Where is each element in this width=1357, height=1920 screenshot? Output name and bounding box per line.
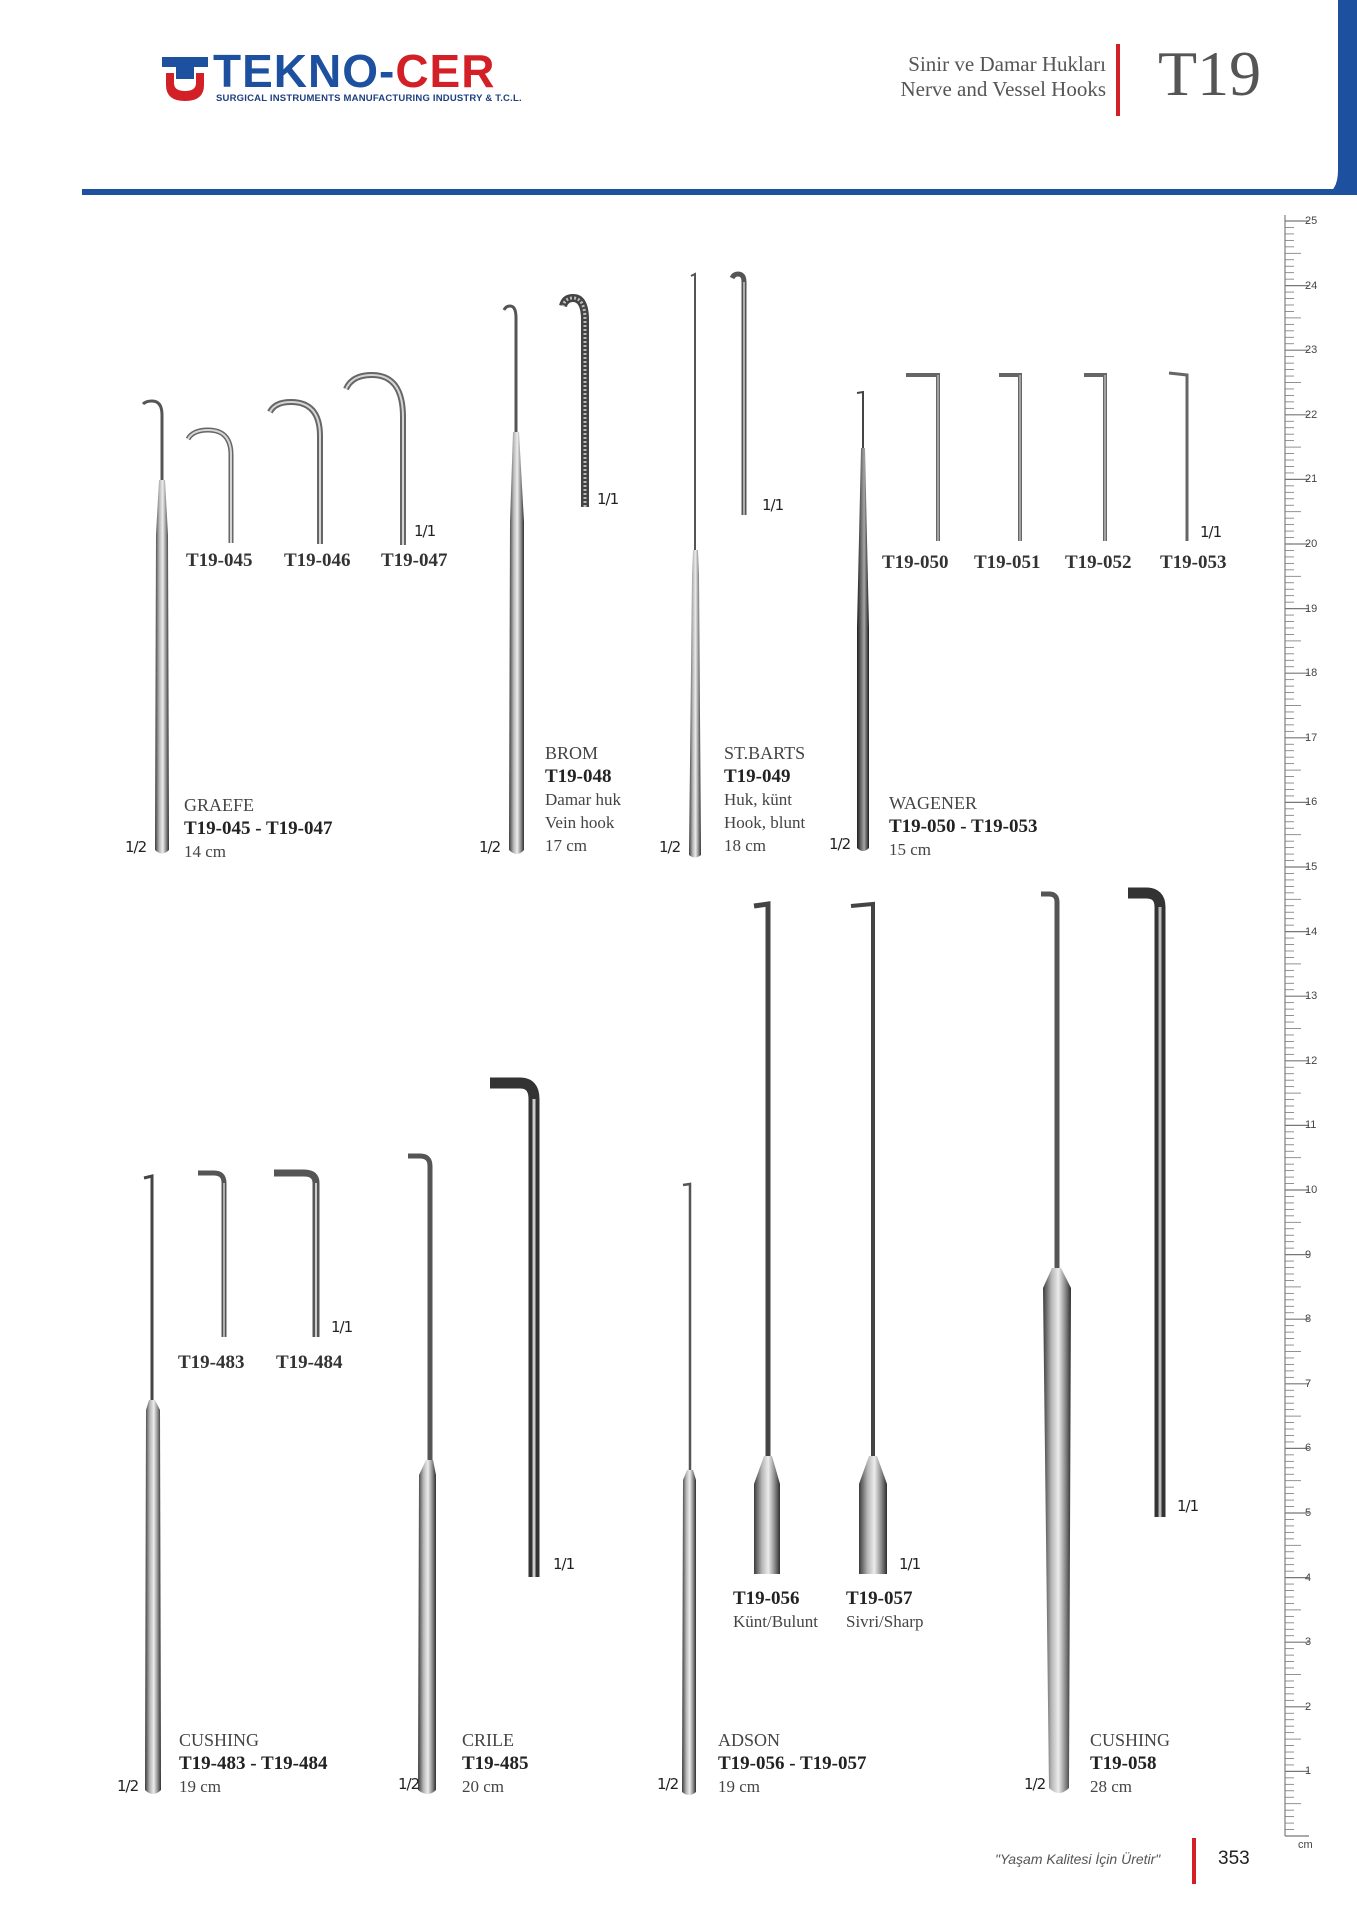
graefe-label <box>184 794 332 863</box>
stbarts-desc-tr: Huk, künt <box>724 790 792 809</box>
graefe-code: T19-045 - T19-047 <box>184 818 333 839</box>
ruler-number: 8 <box>1305 1313 1312 1326</box>
brom-scale-half: 1/2 <box>479 838 501 856</box>
wagener-code: T19-050 - T19-053 <box>889 816 1038 837</box>
ruler-number: 25 <box>1305 215 1318 227</box>
ruler-number: 22 <box>1305 408 1318 421</box>
page-number: 353 <box>1218 1848 1250 1869</box>
ruler-number: 18 <box>1305 667 1318 680</box>
stbarts-code: T19-049 <box>724 766 791 787</box>
brand-logo-icon <box>160 55 210 103</box>
adson-variant-desc-t19-057: Sivri/Sharp <box>846 1612 924 1631</box>
cushing-long-code: T19-058 <box>1090 1753 1157 1774</box>
footer-divider <box>1192 1838 1196 1884</box>
graefe-code-t19-046: T19-046 <box>284 550 351 571</box>
cushing-hook-half-scale-image <box>135 1170 170 1802</box>
ruler-number: 14 <box>1305 925 1318 938</box>
header-rule <box>82 189 1357 195</box>
cushing-long-scale-half: 1/2 <box>1024 1775 1046 1793</box>
crile-hook-full-scale-image <box>484 1075 544 1580</box>
ruler-number: 20 <box>1305 538 1318 550</box>
adson-name: ADSON <box>718 1730 781 1750</box>
cushing-name: CUSHING <box>179 1730 260 1750</box>
graefe-code-t19-045: T19-045 <box>186 550 253 571</box>
ruler-number: 23 <box>1305 344 1318 357</box>
cushing-code-t19-484: T19-484 <box>276 1352 343 1373</box>
crile-scale-full: 1/1 <box>553 1555 575 1573</box>
graefe-scale-half: 1/2 <box>125 838 147 856</box>
adson-hook-t19-057-image <box>845 896 895 1576</box>
ruler-number: 16 <box>1305 796 1318 809</box>
cushing-long-scale-full: 1/1 <box>1177 1497 1199 1515</box>
wagener-size: 15 cm <box>889 840 932 859</box>
stbarts-size: 18 cm <box>724 836 767 855</box>
adson-scale-half: 1/2 <box>657 1775 679 1793</box>
adson-variant-t19-057 <box>846 1587 923 1633</box>
stbarts-hook-full-scale-image <box>726 270 756 517</box>
ruler-number: 6 <box>1305 1442 1312 1455</box>
ruler-number: 2 <box>1305 1700 1312 1713</box>
wagener-name: WAGENER <box>889 793 977 813</box>
cushing-long-name: CUSHING <box>1090 1730 1171 1750</box>
graefe-hook-half-scale-image <box>140 395 180 860</box>
ruler-number: 3 <box>1305 1636 1312 1649</box>
ruler-number: 19 <box>1305 602 1318 615</box>
stbarts-name: ST.BARTS <box>724 743 806 763</box>
cushing-hook-t19-483-image <box>194 1167 234 1339</box>
crile-hook-half-scale-image <box>404 1150 444 1802</box>
cushing-scale-half: 1/2 <box>117 1777 139 1795</box>
brom-size: 17 cm <box>545 836 588 855</box>
adson-variant-desc-t19-056: Künt/Bulunt <box>733 1612 819 1631</box>
cushing-long-hook-half-scale-image <box>1035 888 1075 1802</box>
ruler-number: 24 <box>1305 279 1318 292</box>
ruler-number: 12 <box>1305 1054 1318 1067</box>
header-corner-tab <box>1322 0 1357 195</box>
adson-code: T19-056 - T19-057 <box>718 1753 867 1774</box>
stbarts-desc-en: Hook, blunt <box>724 813 806 832</box>
wagener-hook-t19-050-image <box>900 367 950 543</box>
brom-desc-en: Vein hook <box>545 813 615 832</box>
graefe-name: GRAEFE <box>184 795 255 815</box>
brom-name: BROM <box>545 743 599 763</box>
adson-label <box>718 1729 866 1798</box>
brand-subtitle: SURGICAL INSTRUMENTS MANUFACTURING INDUSTRY & T.C.L. <box>216 93 522 104</box>
catalog-code: T19 <box>1158 38 1262 109</box>
cushing-scale-full: 1/1 <box>331 1318 353 1336</box>
graefe-size: 14 cm <box>184 842 227 861</box>
crile-label <box>462 1729 529 1798</box>
adson-variant-code-t19-056: T19-056 <box>733 1588 800 1609</box>
wagener-code-t19-050: T19-050 <box>882 552 949 573</box>
wagener-hook-t19-052-image <box>1078 367 1118 543</box>
graefe-hook-t19-046-image <box>263 396 333 546</box>
wagener-code-t19-053: T19-053 <box>1160 552 1227 573</box>
ruler-number: 17 <box>1305 731 1318 744</box>
stbarts-hook-half-scale-image <box>682 270 712 862</box>
wagener-hook-t19-053-image <box>1163 367 1203 543</box>
ruler-number: 15 <box>1305 861 1318 873</box>
cushing-code-t19-483: T19-483 <box>178 1352 245 1373</box>
adson-hook-half-scale-image <box>674 1180 704 1802</box>
header-divider <box>1116 44 1120 116</box>
crile-scale-half: 1/2 <box>398 1775 420 1793</box>
crile-name: CRILE <box>462 1730 514 1750</box>
cushing-long-label <box>1090 1729 1170 1798</box>
adson-scale-full: 1/1 <box>899 1555 921 1573</box>
graefe-scale-full: 1/1 <box>414 522 436 540</box>
category-title-en: Nerve and Vessel Hooks <box>900 77 1106 101</box>
measurement-ruler <box>1283 215 1323 1837</box>
cushing-size: 19 cm <box>179 1777 222 1796</box>
cushing-label <box>179 1729 327 1798</box>
graefe-hook-t19-047-image <box>340 367 420 547</box>
wagener-scale-half: 1/2 <box>829 835 851 853</box>
adson-variant-t19-056 <box>733 1587 818 1633</box>
wagener-hook-half-scale-image <box>848 388 878 858</box>
adson-hook-t19-056-image <box>740 896 790 1576</box>
stbarts-label <box>724 742 805 857</box>
brom-code: T19-048 <box>545 766 612 787</box>
brom-scale-full: 1/1 <box>597 490 619 508</box>
brom-hook-full-scale-image <box>555 292 595 510</box>
brom-label <box>545 742 621 857</box>
ruler-number: 10 <box>1305 1184 1318 1196</box>
stbarts-scale-half: 1/2 <box>659 838 681 856</box>
brom-hook-half-scale-image <box>498 302 538 862</box>
ruler-number: 5 <box>1305 1507 1312 1519</box>
graefe-code-t19-047: T19-047 <box>381 550 448 571</box>
cushing-hook-t19-484-image <box>270 1167 325 1339</box>
wagener-label <box>889 792 1037 861</box>
wagener-scale-full: 1/1 <box>1200 523 1222 541</box>
cushing-long-size: 28 cm <box>1090 1777 1133 1796</box>
footer-slogan: "Yaşam Kalitesi İçin Üretir" <box>995 1851 1161 1867</box>
ruler-unit: cm <box>1298 1839 1313 1851</box>
brand-name-part2: CER <box>395 45 496 97</box>
crile-size: 20 cm <box>462 1777 505 1796</box>
brom-desc-tr: Damar huk <box>545 790 622 809</box>
ruler-number: 11 <box>1305 1119 1317 1132</box>
adson-size: 19 cm <box>718 1777 761 1796</box>
wagener-hook-t19-051-image <box>993 367 1033 543</box>
category-title-tr: Sinir ve Damar Hukları <box>908 52 1106 76</box>
cushing-long-hook-full-scale-image <box>1122 885 1172 1520</box>
ruler-number: 21 <box>1305 473 1318 486</box>
ruler-number: 13 <box>1305 990 1318 1003</box>
brand-name <box>213 45 496 97</box>
stbarts-scale-full: 1/1 <box>762 496 784 514</box>
ruler-number: 7 <box>1305 1377 1312 1390</box>
graefe-hook-t19-045-image <box>183 425 243 545</box>
wagener-code-t19-051: T19-051 <box>974 552 1041 573</box>
cushing-code: T19-483 - T19-484 <box>179 1753 328 1774</box>
brand-name-part1: TEKNO- <box>213 45 396 97</box>
category-title <box>901 52 1107 102</box>
ruler-number: 9 <box>1305 1248 1312 1261</box>
crile-code: T19-485 <box>462 1753 529 1774</box>
ruler-number: 1 <box>1305 1765 1312 1778</box>
wagener-code-t19-052: T19-052 <box>1065 552 1132 573</box>
adson-variant-code-t19-057: T19-057 <box>846 1588 913 1609</box>
ruler-number: 4 <box>1305 1571 1312 1584</box>
